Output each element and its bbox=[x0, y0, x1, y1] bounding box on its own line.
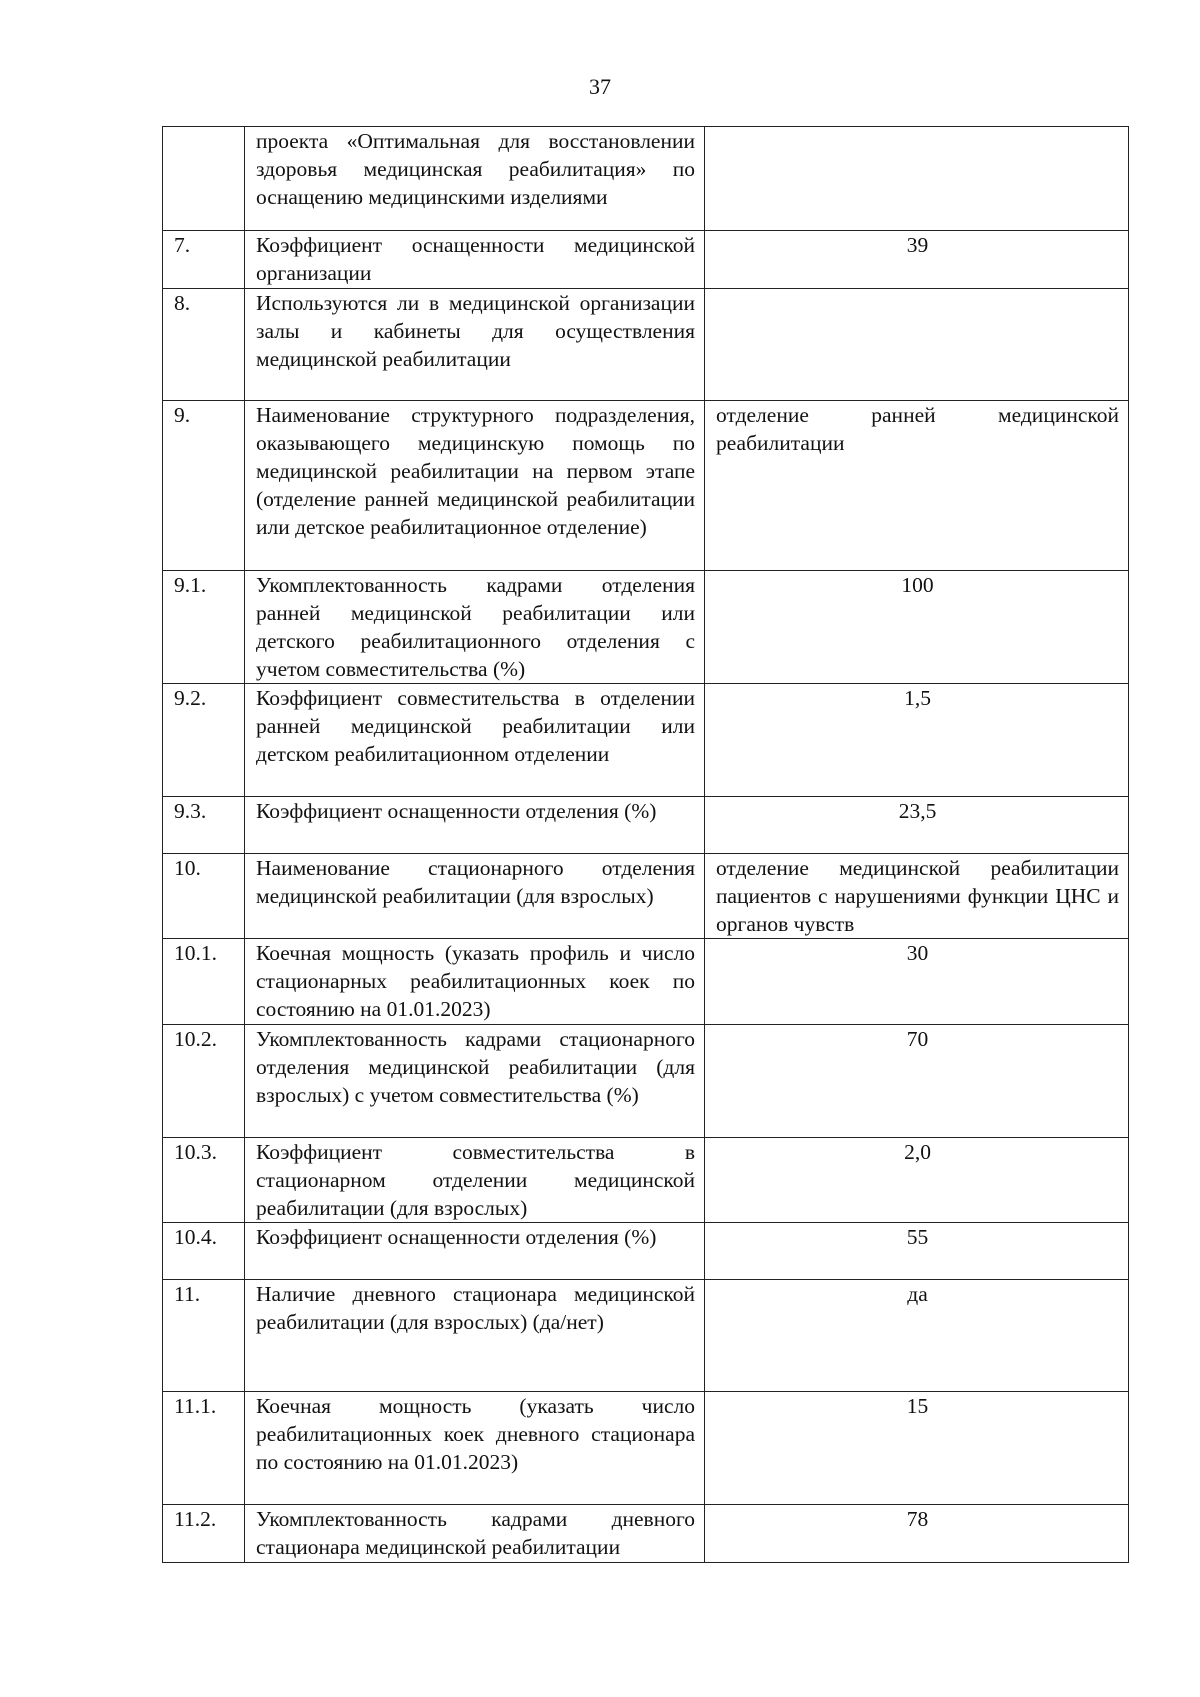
table-row bbox=[163, 1223, 1129, 1280]
row-number: 7. bbox=[163, 231, 245, 289]
row-value: 78 bbox=[705, 1505, 1129, 1563]
row-number: 10.2. bbox=[163, 1025, 245, 1138]
indicators-table bbox=[162, 126, 1129, 1563]
row-indicator: Наименование стационарного отделения медицинской реабилитации (для взрослых) bbox=[245, 854, 705, 939]
row-number: 9.1. bbox=[163, 571, 245, 684]
row-indicator: проекта «Оптимальная для восстановлении здоровья медицинская реабилитация» по оснащению медицинскими изделиями bbox=[245, 127, 705, 231]
row-value: отделение ранней медицинской реабилитации bbox=[705, 401, 1129, 571]
row-number: 10.4. bbox=[163, 1223, 245, 1280]
table-row bbox=[163, 1280, 1129, 1392]
row-value bbox=[705, 289, 1129, 401]
table-row bbox=[163, 939, 1129, 1025]
row-indicator: Коэффициент оснащенности медицинской организации bbox=[245, 231, 705, 289]
row-number: 9. bbox=[163, 401, 245, 571]
row-indicator: Коэффициент совместительства в отделении ранней медицинской реабилитации или детском реабилитационном отделении bbox=[245, 684, 705, 797]
table-row bbox=[163, 289, 1129, 401]
row-indicator: Коэффициент оснащенности отделения (%) bbox=[245, 797, 705, 854]
row-indicator: Коечная мощность (указать профиль и число стационарных реабилитационных коек по состоянию на 01.01.2023) bbox=[245, 939, 705, 1025]
row-value: отделение медицинской реабилитации пациентов с нарушениями функции ЦНС и органов чувств bbox=[705, 854, 1129, 939]
row-indicator: Наличие дневного стационара медицинской реабилитации (для взрослых) (да/нет) bbox=[245, 1280, 705, 1392]
row-value: 55 bbox=[705, 1223, 1129, 1280]
row-indicator: Укомплектованность кадрами дневного стационара медицинской реабилитации bbox=[245, 1505, 705, 1563]
row-indicator: Коэффициент оснащенности отделения (%) bbox=[245, 1223, 705, 1280]
table-row bbox=[163, 127, 1129, 231]
table-row bbox=[163, 571, 1129, 684]
page-number: 37 bbox=[589, 74, 611, 99]
row-value: 100 bbox=[705, 571, 1129, 684]
row-number: 9.2. bbox=[163, 684, 245, 797]
row-indicator: Наименование структурного подразделения, оказывающего медицинскую помощь по медицинской реабилитации на первом этапе (отделение ранней медицинской реабилитации или детское реабилитационное отделение) bbox=[245, 401, 705, 571]
row-value: 15 bbox=[705, 1392, 1129, 1505]
row-value: 39 bbox=[705, 231, 1129, 289]
row-number: 11.2. bbox=[163, 1505, 245, 1563]
row-value: 30 bbox=[705, 939, 1129, 1025]
row-number: 10.3. bbox=[163, 1138, 245, 1223]
row-number: 11. bbox=[163, 1280, 245, 1392]
table-row bbox=[163, 231, 1129, 289]
row-indicator: Укомплектованность кадрами стационарного отделения медицинской реабилитации (для взрослых) с учетом совместительства (%) bbox=[245, 1025, 705, 1138]
table-row bbox=[163, 1505, 1129, 1563]
row-number: 8. bbox=[163, 289, 245, 401]
table-row bbox=[163, 1392, 1129, 1505]
table-row bbox=[163, 1138, 1129, 1223]
row-value: 23,5 bbox=[705, 797, 1129, 854]
row-indicator: Коэффициент совместительства в стационарном отделении медицинской реабилитации (для взрослых) bbox=[245, 1138, 705, 1223]
row-number: 11.1. bbox=[163, 1392, 245, 1505]
row-value: 2,0 bbox=[705, 1138, 1129, 1223]
row-value: 70 bbox=[705, 1025, 1129, 1138]
row-indicator: Используются ли в медицинской организации залы и кабинеты для осуществления медицинской реабилитации bbox=[245, 289, 705, 401]
row-number: 10. bbox=[163, 854, 245, 939]
table-row bbox=[163, 401, 1129, 571]
row-value bbox=[705, 127, 1129, 231]
table-row bbox=[163, 854, 1129, 939]
row-number bbox=[163, 127, 245, 231]
row-number: 9.3. bbox=[163, 797, 245, 854]
row-indicator: Укомплектованность кадрами отделения ранней медицинской реабилитации или детского реабилитационного отделения с учетом совместительства (%) bbox=[245, 571, 705, 684]
row-value: да bbox=[705, 1280, 1129, 1392]
table-row bbox=[163, 797, 1129, 854]
table-row bbox=[163, 1025, 1129, 1138]
row-indicator: Коечная мощность (указать число реабилитационных коек дневного стационара по состоянию на 01.01.2023) bbox=[245, 1392, 705, 1505]
row-value: 1,5 bbox=[705, 684, 1129, 797]
row-number: 10.1. bbox=[163, 939, 245, 1025]
table-row bbox=[163, 684, 1129, 797]
